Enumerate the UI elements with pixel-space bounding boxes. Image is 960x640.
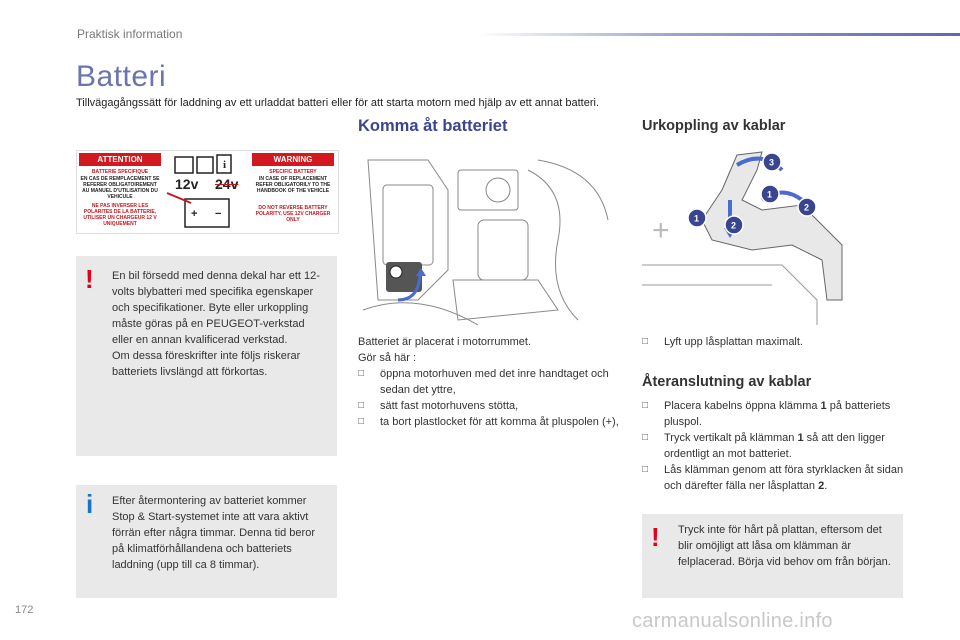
access-step-2: □ sätt fast motorhuvens stötta, bbox=[358, 400, 519, 412]
page-title: Batteri bbox=[76, 60, 167, 93]
step-number-label: 1 bbox=[767, 189, 773, 200]
warning-box-2 bbox=[642, 514, 903, 598]
watermark: carmanualsonline.info bbox=[632, 610, 833, 632]
bullet-marker-icon: □ bbox=[642, 336, 649, 347]
header-rule bbox=[478, 33, 960, 36]
cable-clamp-illustration bbox=[642, 150, 912, 325]
reconnect-step-1: □ Placera kabelns öppna klämma 1 på batteriets pluspol. bbox=[642, 400, 891, 428]
step-number-label: 2 bbox=[731, 220, 737, 231]
access-intro-2: Gör så här : bbox=[358, 352, 417, 364]
info-text: Efter återmontering av batteriet kommer Stop & Start-systemet inte att vara aktivt förrän efter några timmar. Denna tid beror på klimatförhållandena och batteriets laddning (upp till ca 8 timmar). bbox=[112, 495, 315, 571]
access-step-3: □ ta bort plastlocket för att komma åt pluspolen (+), bbox=[358, 416, 619, 428]
step-number-label: 3 bbox=[769, 157, 775, 168]
bullet-marker-icon: □ bbox=[642, 432, 649, 443]
bullet-marker-icon: □ bbox=[358, 400, 365, 411]
step-number-label: 2 bbox=[804, 202, 810, 213]
disconnect-step-1: □ Lyft upp låsplattan maximalt. bbox=[642, 336, 803, 348]
info-icon: i bbox=[86, 489, 94, 519]
disconnect-heading: Urkoppling av kablar bbox=[642, 118, 786, 134]
section-label: Praktisk information bbox=[77, 27, 183, 41]
page-number: 172 bbox=[15, 604, 34, 616]
page-subtitle: Tillvägagångssätt för laddning av ett urladdat batteri eller för att starta motorn med hjälp av ett annat batteri. bbox=[76, 97, 599, 109]
info-box bbox=[76, 485, 337, 598]
sticker-warning-label: WARNING bbox=[252, 153, 334, 166]
sticker-left-title: BATTERIE SPECIFIQUE bbox=[91, 169, 149, 175]
sticker-right-title: SPECIFIC BATTERY bbox=[269, 169, 317, 175]
svg-text:+: + bbox=[191, 208, 198, 220]
bullet-marker-icon: □ bbox=[642, 400, 649, 411]
sticker-right-polarity: DO NOT REVERSE BATTERY POLARITY, USE 12V CHARGER ONLY bbox=[255, 205, 331, 223]
reconnect-heading: Återanslutning av kablar bbox=[642, 374, 812, 390]
warning-exclamation-icon: ! bbox=[85, 264, 94, 294]
plus-terminal-icon: + bbox=[652, 214, 670, 247]
svg-text:−: − bbox=[215, 208, 222, 220]
bullet-marker-icon: □ bbox=[358, 416, 365, 427]
engine-bay-illustration bbox=[358, 150, 620, 328]
sticker-attention-label: ATTENTION bbox=[79, 153, 161, 166]
sticker-right-text: IN CASE OF REPLACEMENT REFER OBLIGATORILY TO THE HANDBOOK OF THE VEHICLE bbox=[255, 176, 331, 194]
battery-warning-sticker bbox=[76, 150, 339, 234]
access-step-1: □ öppna motorhuven med det inre handtaget och sedan det yttre, bbox=[358, 368, 609, 396]
warning-box bbox=[76, 256, 337, 456]
sticker-24v: 24v bbox=[215, 176, 239, 192]
warning-text-2: Tryck inte för hårt på plattan, eftersom det blir omöjligt att låsa om klämman är felplacerad. Börja vid behov om från början. bbox=[678, 524, 891, 568]
bullet-marker-icon: □ bbox=[358, 368, 365, 379]
reconnect-step-2: □ Tryck vertikalt på klämman 1 så att den ligger ordentligt an mot batteriet. bbox=[642, 432, 885, 460]
sticker-left-polarity: NE PAS INVERSER LES POLARITES DE LA BATTERIE, UTILISER UN CHARGEUR 12 V UNIQUEMENT bbox=[83, 203, 157, 227]
warning-exclamation-icon-2: ! bbox=[651, 522, 660, 552]
access-intro-1: Batteriet är placerat i motorrummet. bbox=[358, 336, 532, 348]
bullet-marker-icon: □ bbox=[642, 464, 649, 475]
svg-text:i: i bbox=[223, 159, 227, 171]
reconnect-step-3: □ Lås klämman genom att föra styrklacken åt sidan och därefter fälla ner låsplattan 2. bbox=[642, 464, 904, 492]
warning-text: En bil försedd med denna dekal har ett 12-volts blybatteri med specifika egenskaper och specifikationer. Byte eller urkoppling måste göras på en PEUGEOT-verkstad eller en annan kvalificerad verkstad. Om dessa föreskrifter inte följs riskerar batteriets livslängd att förkortas. bbox=[112, 270, 320, 378]
sticker-12v: 12v bbox=[175, 176, 199, 192]
sticker-left-text: EN CAS DE REMPLACEMENT SE REFERER OBLIGATOIREMENT AU MANUEL D'UTILISATION DU VEHICULE bbox=[80, 176, 160, 200]
step-number-label: 1 bbox=[694, 213, 700, 224]
access-heading: Komma åt batteriet bbox=[358, 117, 508, 135]
sticker-battery-icon bbox=[165, 153, 249, 231]
